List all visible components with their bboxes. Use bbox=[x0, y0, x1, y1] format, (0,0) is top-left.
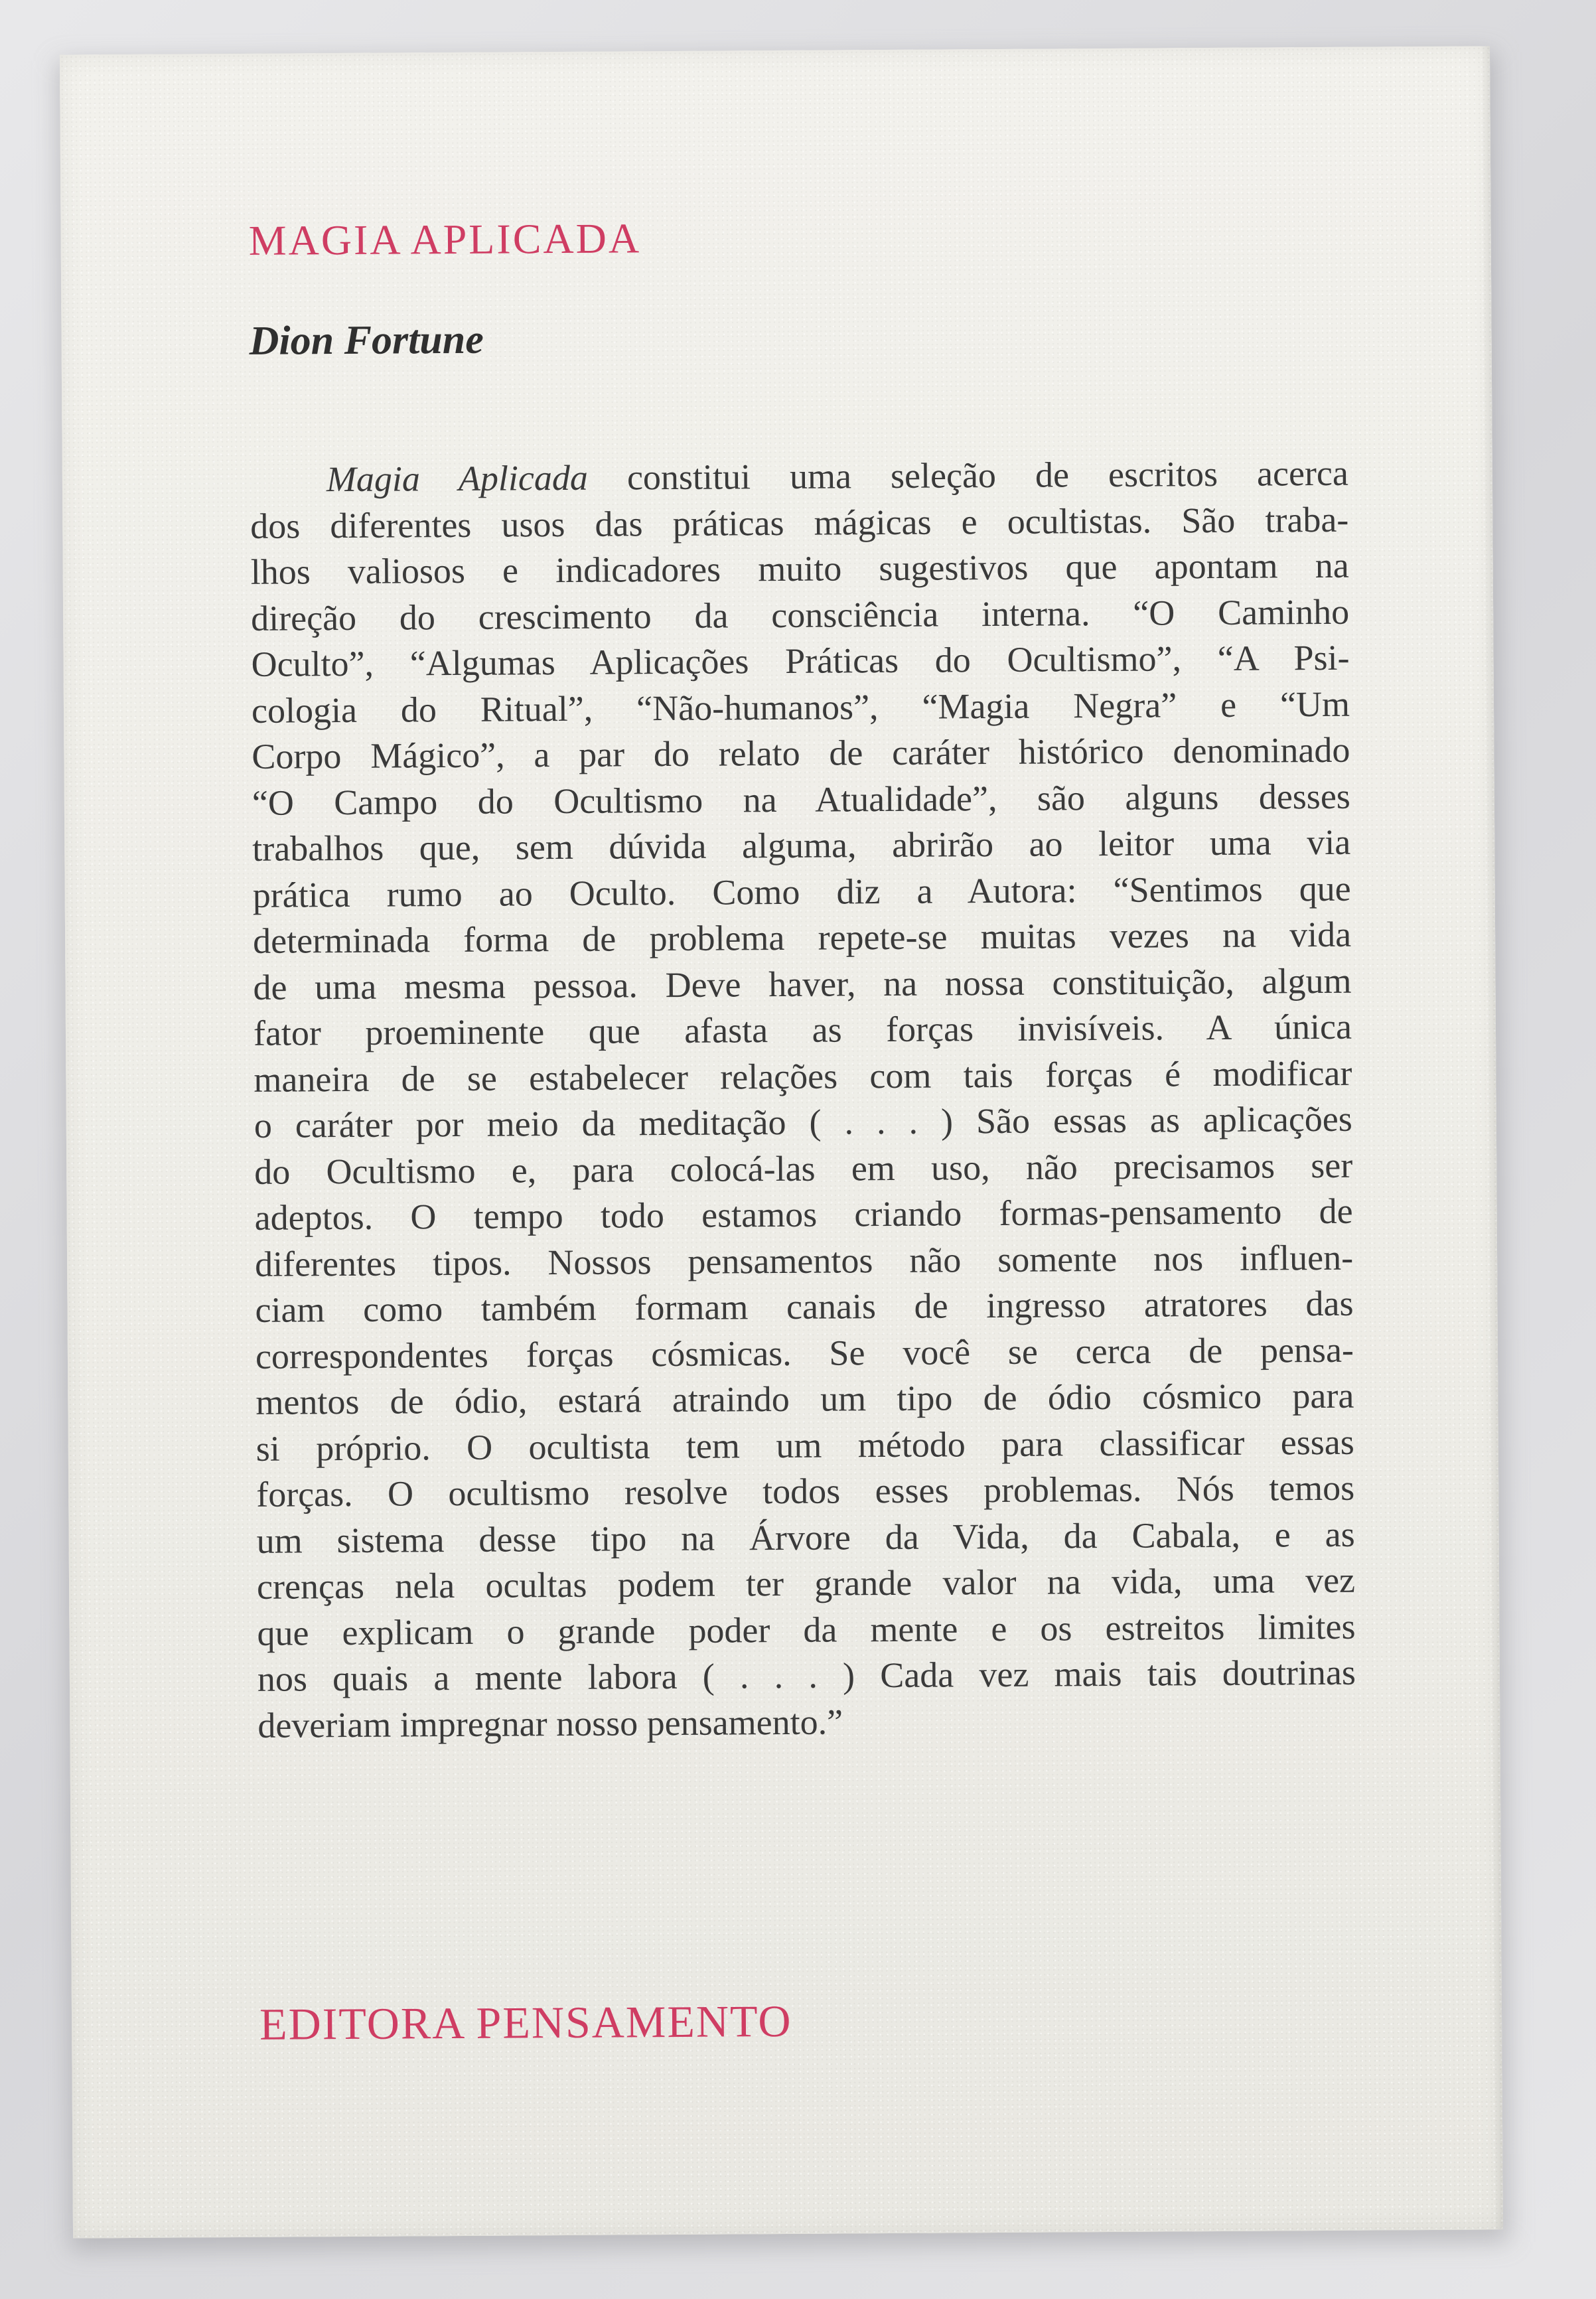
blurb-line: mentos de ódio, estará atraindo um tipo de ódio cósmico para bbox=[255, 1375, 1354, 1422]
blurb-line: “O Campo do Ocultismo na Atualidade”, são alguns desses bbox=[252, 776, 1351, 823]
blurb-line: de uma mesma pessoa. Deve haver, na nossa constituição, algum bbox=[253, 960, 1352, 1007]
blurb-lead-title: Magia Aplicada bbox=[326, 457, 589, 500]
book-title: MAGIA APLICADA bbox=[248, 214, 642, 264]
blurb-line: cologia do Ritual”, “Não-humanos”, “Magia Negra” e “Um bbox=[251, 684, 1350, 731]
blurb-line: ciam como também formam canais de ingresso atratores das bbox=[255, 1283, 1354, 1330]
publisher-name: EDITORA PENSAMENTO bbox=[259, 1995, 792, 2049]
blurb-line-last: deveriam impregnar nosso pensamento.” bbox=[257, 1701, 843, 1745]
blurb-line: crenças nela ocultas podem ter grande valor na vida, uma vez bbox=[256, 1560, 1356, 1607]
blurb-line: nos quais a mente labora ( . . . ) Cada vez mais tais doutrinas bbox=[257, 1652, 1356, 1699]
blurb-line-text: constitui uma seleção de escritos acerca bbox=[587, 453, 1349, 498]
blurb-line: que explicam o grande poder da mente e os estreitos limites bbox=[257, 1606, 1356, 1653]
blurb-text bbox=[250, 451, 1356, 1749]
blurb-line: dos diferentes usos das práticas mágicas e ocultistas. São traba- bbox=[250, 499, 1349, 546]
blurb-line: si próprio. O ocultista tem um método para classificar essas bbox=[255, 1422, 1354, 1469]
blurb-line bbox=[250, 451, 1348, 504]
blurb-line: Corpo Mágico”, a par do relato de caráter histórico denominado bbox=[252, 729, 1350, 777]
blurb-line: direção do crescimento da consciência interna. “O Caminho bbox=[250, 591, 1350, 638]
book-author: Dion Fortune bbox=[249, 317, 484, 364]
blurb-line: o caráter por meio da meditação ( . . . ) São essas as aplicações bbox=[254, 1098, 1352, 1146]
book-back-cover bbox=[60, 46, 1503, 2238]
blurb-line: lhos valiosos e indicadores muito sugestivos que apontam na bbox=[250, 545, 1349, 592]
blurb-line: do Ocultismo e, para colocá-las em uso, não precisamos ser bbox=[254, 1145, 1353, 1192]
blurb-line: trabalhos que, sem dúvida alguma, abrirão ao leitor uma via bbox=[252, 822, 1351, 869]
blurb-line: prática rumo ao Oculto. Como diz a Autora: “Sentimos que bbox=[252, 868, 1351, 915]
blurb-line: um sistema desse tipo na Árvore da Vida, da Cabala, e as bbox=[256, 1514, 1355, 1561]
blurb-line: correspondentes forças cósmicas. Se você se cerca de pensa- bbox=[255, 1329, 1354, 1376]
blurb-line: forças. O ocultismo resolve todos esses problemas. Nós temos bbox=[256, 1467, 1355, 1515]
blurb-line: Oculto”, “Algumas Aplicações Práticas do Ocultismo”, “A Psi- bbox=[251, 637, 1350, 684]
blurb-line: determinada forma de problema repete-se muitas vezes na vida bbox=[252, 914, 1352, 961]
blurb-line: fator proeminente que afasta as forças invisíveis. A única bbox=[253, 1006, 1352, 1053]
blurb-line: maneira de se estabelecer relações com tais forças é modificar bbox=[254, 1053, 1352, 1100]
blurb-line: adeptos. O tempo todo estamos criando formas-pensamento de bbox=[254, 1191, 1353, 1238]
blurb-line: diferentes tipos. Nossos pensamentos não somente nos influen- bbox=[254, 1237, 1354, 1284]
